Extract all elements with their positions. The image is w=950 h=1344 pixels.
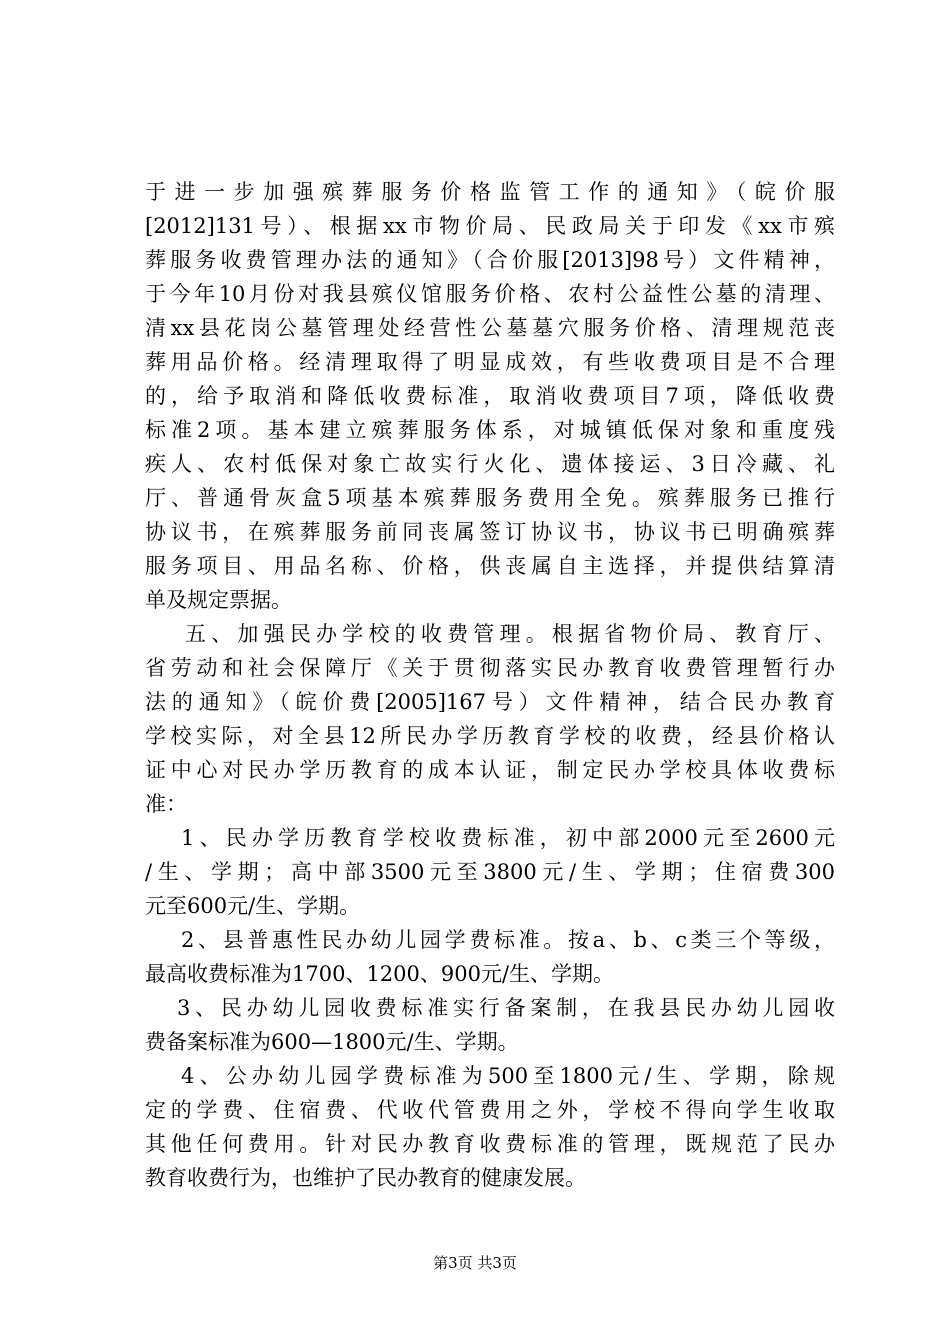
text-line: 的，给予取消和降低收费标准，取消收费项目7项，降低收费 xyxy=(145,384,835,408)
text-line: 费备案标准为600—1800元/生、学期。 xyxy=(145,1030,519,1054)
text-line: 五、加强民办学校的收费管理。根据省物价局、教育厅、 xyxy=(185,622,835,646)
text-line: 厅、普通骨灰盒5项基本殡葬服务费用全免。殡葬服务已推行 xyxy=(145,486,835,510)
text-line: 于进一步加强殡葬服务价格监管工作的通知》（皖价服 xyxy=(145,180,835,204)
text-line: 单及规定票据。 xyxy=(145,588,292,612)
text-line: 准： xyxy=(145,792,187,816)
text-line: 学校实际，对全县12所民办学历教育学校的收费，经县价格认 xyxy=(145,724,835,748)
page-footer: 第3页 共3页 xyxy=(433,1254,517,1272)
text-line: 3、民办幼儿园收费标准实行备案制，在我县民办幼儿园收 xyxy=(177,996,835,1020)
text-line: 定的学费、住宿费、代收代管费用之外，学校不得向学生收取 xyxy=(145,1098,835,1122)
text-line: 4、公办幼儿园学费标准为500至1800元/生、学期，除规 xyxy=(181,1064,835,1088)
text-line: /生、学期；高中部3500元至3800元/生、学期；住宿费300 xyxy=(145,860,835,884)
text-line: 证中心对民办学历教育的成本认证，制定民办学校具体收费标 xyxy=(145,758,835,782)
text-line: 省劳动和社会保障厅《关于贯彻落实民办教育收费管理暂行办 xyxy=(145,656,835,680)
text-line: [2012]131号）、根据xx市物价局、民政局关于印发《xx市殡 xyxy=(145,214,835,238)
text-line: 其他任何费用。针对民办教育收费标准的管理，既规范了民办 xyxy=(145,1132,835,1156)
text-line: 葬用品价格。经清理取得了明显成效，有些收费项目是不合理 xyxy=(145,350,835,374)
text-line: 服务项目、用品名称、价格，供丧属自主选择，并提供结算清 xyxy=(145,554,835,578)
text-line: 疾人、农村低保对象亡故实行火化、遗体接运、3日冷藏、礼 xyxy=(145,452,835,476)
text-line: 教育收费行为，也维护了民办教育的健康发展。 xyxy=(145,1166,586,1190)
text-line: 元至600元/生、学期。 xyxy=(145,894,361,918)
text-line: 于今年10月份对我县殡仪馆服务价格、农村公益性公墓的清理、 xyxy=(145,282,835,306)
text-line: 1、民办学历教育学校收费标准，初中部2000元至2600元 xyxy=(181,826,835,850)
text-line: 标准2项。基本建立殡葬服务体系，对城镇低保对象和重度残 xyxy=(145,418,835,442)
text-line: 2、县普惠性民办幼儿园学费标准。按a、b、c类三个等级， xyxy=(181,928,835,952)
text-line: 清xx县花岗公墓管理处经营性公墓墓穴服务价格、清理规范丧 xyxy=(145,316,835,340)
text-line: 协议书，在殡葬服务前同丧属签订协议书，协议书已明确殡葬 xyxy=(145,520,835,544)
text-line: 葬服务收费管理办法的通知》（合价服[2013]98号）文件精神， xyxy=(145,248,835,272)
text-line: 法的通知》（皖价费[2005]167号）文件精神，结合民办教育 xyxy=(145,690,835,714)
text-line: 最高收费标准为1700、1200、900元/生、学期。 xyxy=(145,962,615,986)
document-body xyxy=(145,175,835,1195)
